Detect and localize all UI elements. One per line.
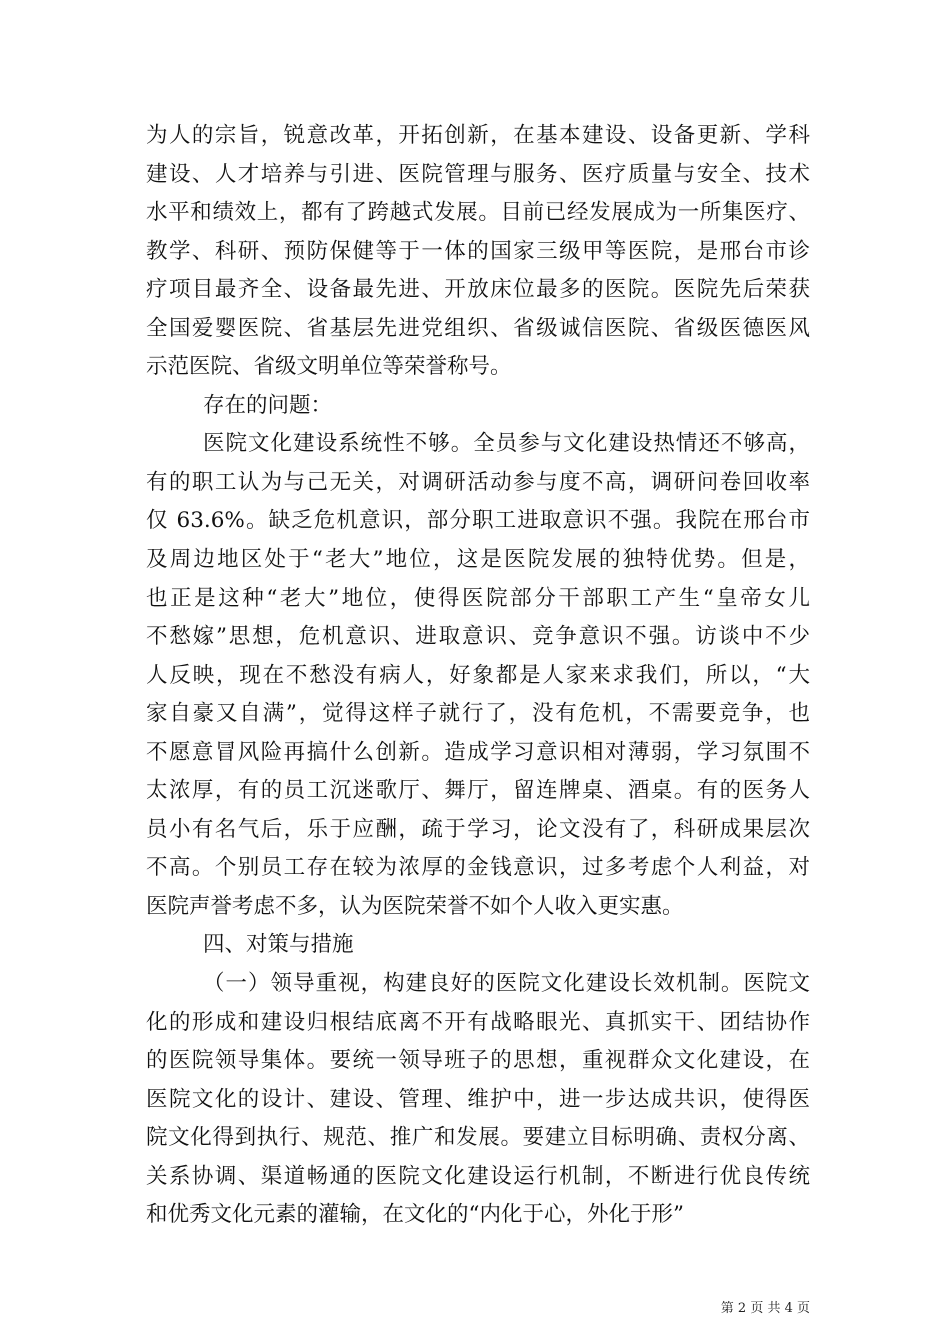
text-line: 建设、人才培养与引进、医院管理与服务、医疗质量与安全、技术 <box>146 161 810 187</box>
text-line: 教学、科研、预防保健等于一体的国家三级甲等医院，是邢台市诊 <box>146 238 810 264</box>
text-line: 四、对策与措施 <box>203 932 354 958</box>
text-line: 化的形成和建设归根结底离不开有战略眼光、真抓实干、团结协作 <box>146 1009 810 1035</box>
text-line: 全国爱婴医院、省基层先进党组织、省级诚信医院、省级医德医风 <box>146 315 810 341</box>
text-line: 人反映，现在不愁没有病人，好象都是人家来求我们，所以，“大 <box>146 662 810 688</box>
text-line: 仅 63.6%。缺乏危机意识，部分职工进取意识不强。我院在邢台市 <box>146 508 810 534</box>
text-line: 不愁嫁”思想，危机意识、进取意识、竞争意识不强。访谈中不少 <box>146 624 810 650</box>
text-line: 医院声誉考虑不多，认为医院荣誉不如个人收入更实惠。 <box>146 893 684 919</box>
text-line: 及周边地区处于“老大”地位，这是医院发展的独特优势。但是， <box>146 547 810 573</box>
text-line: 也正是这种“老大”地位，使得医院部分干部职工产生“皇帝女儿 <box>146 585 810 611</box>
text-line: 水平和绩效上，都有了跨越式发展。目前已经发展成为一所集医疗、 <box>146 200 810 226</box>
text-line: 的医院领导集体。要统一领导班子的思想，重视群众文化建设，在 <box>146 1048 810 1074</box>
text-line: 家自豪又自满”，觉得这样子就行了，没有危机，不需要竞争，也 <box>146 701 810 727</box>
text-line: 和优秀文化元素的灌输，在文化的“内化于心，外化于形” <box>146 1202 684 1228</box>
text-line: 有的职工认为与己无关，对调研活动参与度不高，调研问卷回收率 <box>146 469 810 495</box>
text-line: 示范医院、省级文明单位等荣誉称号。 <box>146 354 512 380</box>
text-line: 疗项目最齐全、设备最先进、开放床位最多的医院。医院先后荣获 <box>146 277 810 303</box>
text-line: 不愿意冒风险再搞什么创新。造成学习意识相对薄弱，学习氛围不 <box>146 739 810 765</box>
text-line: 为人的宗旨，锐意改革，开拓创新，在基本建设、设备更新、学科 <box>146 123 810 148</box>
text-line: 医院文化建设系统性不够。全员参与文化建设热情还不够高， <box>203 431 810 457</box>
text-line: （一）领导重视，构建良好的医院文化建设长效机制。医院文 <box>203 971 810 997</box>
text-line: 存在的问题： <box>203 392 333 418</box>
document-body <box>146 117 810 1235</box>
text-line: 院文化得到执行、规范、推广和发展。要建立目标明确、责权分离、 <box>146 1125 810 1151</box>
text-line: 不高。个别员工存在较为浓厚的金钱意识，过多考虑个人利益，对 <box>146 855 810 881</box>
text-line: 太浓厚，有的员工沉迷歌厅、舞厅，留连牌桌、酒桌。有的医务人 <box>146 778 810 804</box>
text-line: 医院文化的设计、建设、管理、维护中，进一步达成共识，使得医 <box>146 1086 810 1112</box>
page-number-footer: 第 2 页 共 4 页 <box>720 1301 810 1316</box>
text-line: 关系协调、渠道畅通的医院文化建设运行机制，不断进行优良传统 <box>146 1163 810 1189</box>
text-line: 员小有名气后，乐于应酬，疏于学习，论文没有了，科研成果层次 <box>146 816 810 842</box>
